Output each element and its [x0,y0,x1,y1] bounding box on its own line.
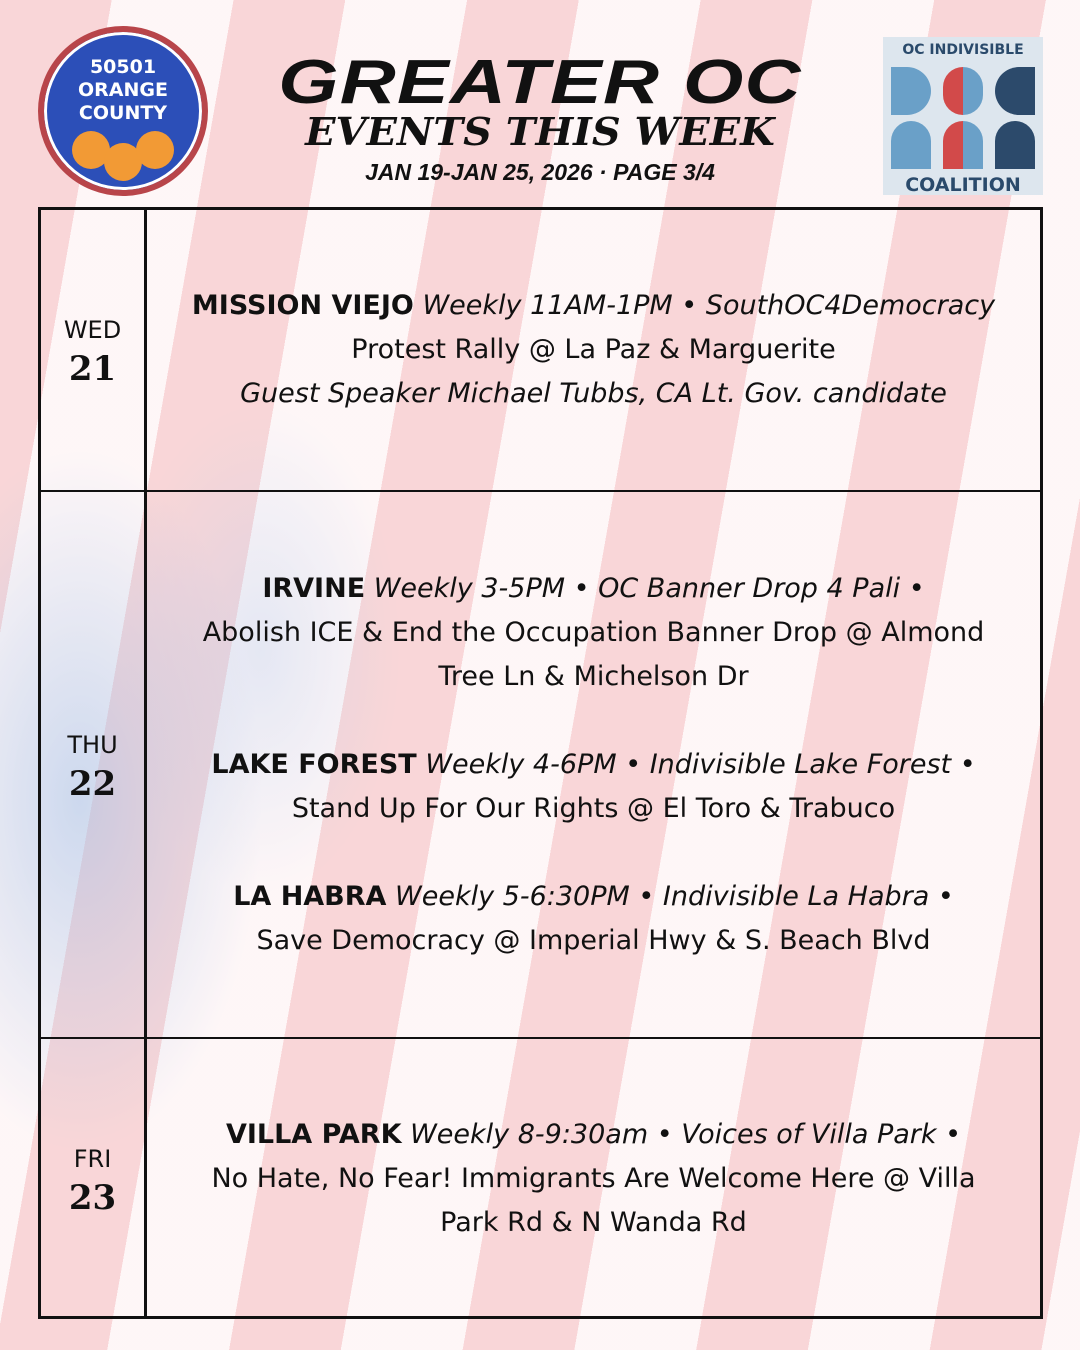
event-city: VILLA PARK [225,1119,402,1150]
event-description: Protest Rally @ La Paz & Marguerite [351,334,836,365]
event-city: MISSION VIEJO [191,290,414,321]
day-row-thu [41,492,1040,1039]
logo-text: COUNTY [78,102,168,124]
event-description: Park Rd & N Wanda Rd [440,1207,747,1238]
event-info: Weekly 3-5PM • OC Banner Drop 4 Pali • [365,572,925,604]
events-cell [147,492,1040,1037]
day-cell [41,210,147,490]
oranges-icon [75,131,171,181]
event [192,284,995,416]
event-description: Stand Up For Our Rights @ El Toro & Trabuco [291,792,896,824]
event [203,567,985,699]
event-city: IRVINE [262,572,366,604]
logo-shapes-icon [883,67,1043,169]
event-info: Weekly 4-6PM • Indivisible Lake Forest • [416,748,976,780]
events-cell [147,1039,1040,1319]
event [211,1113,975,1245]
day-name: WED [63,316,122,344]
logo-text: OC INDIVISIBLE [902,42,1024,58]
day-row-wed [41,210,1040,492]
events-cell [147,210,1040,490]
event-city: LA HABRA [233,880,387,912]
day-cell [41,1039,147,1319]
day-name: THU [67,730,118,759]
event [233,875,954,963]
event-info: Weekly 5-6:30PM • Indivisible La Habra • [386,880,954,912]
day-row-fri [41,1039,1040,1319]
event-description: Tree Ln & Michelson Dr [438,660,749,692]
event-info: Weekly 11AM-1PM • SouthOC4Democracy [413,290,996,321]
event-note: Guest Speaker Michael Tubbs, CA Lt. Gov. candidate [240,378,947,409]
day-cell [41,492,147,1037]
event [211,743,975,831]
event-description: Save Democracy @ Imperial Hwy & S. Beach Blvd [256,924,931,956]
day-number: 22 [68,763,117,804]
day-name: FRI [73,1145,112,1173]
page-title: GREATER OC [278,48,802,117]
event-city: LAKE FOREST [211,748,417,780]
day-number: 21 [68,349,117,389]
50501-orange-county-logo [38,26,208,196]
events-table [38,207,1043,1319]
logo-text: ORANGE [78,79,168,101]
event-description: No Hate, No Fear! Immigrants Are Welcome Here @ Villa [211,1163,976,1194]
logo-text: 50501 [89,56,157,78]
page-subtitle: EVENTS THIS WEEK [305,109,775,154]
logo-text: COALITION [905,174,1021,196]
oc-indivisible-coalition-logo [883,37,1043,195]
day-number: 23 [68,1178,117,1218]
event-description: Abolish ICE & End the Occupation Banner Drop @ Almond [202,616,985,648]
event-info: Weekly 8-9:30am • Voices of Villa Park • [401,1119,962,1150]
date-range: JAN 19-JAN 25, 2026 · PAGE 3/4 [365,159,715,185]
